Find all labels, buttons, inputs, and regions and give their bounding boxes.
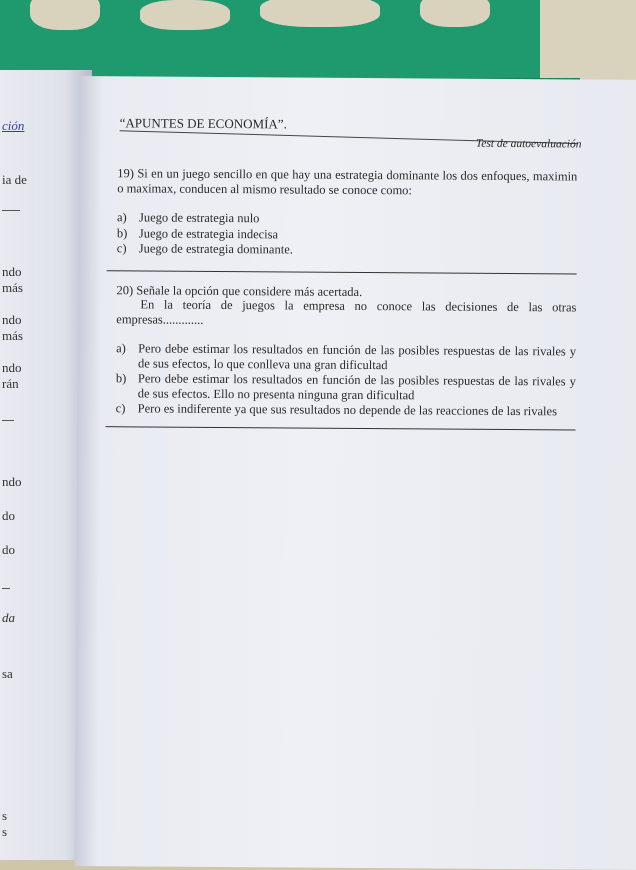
question-20: [116, 283, 577, 419]
question-statement: Señale la opción que considere más acertada.: [136, 282, 363, 299]
question-number: 20): [116, 282, 134, 297]
right-page: [74, 76, 636, 870]
left-fragment: ndo: [2, 264, 22, 279]
left-fragment: rán: [2, 376, 19, 391]
left-dash: [2, 588, 10, 589]
option-text: Juego de estrategia indecisa: [138, 225, 279, 241]
option-b: [116, 371, 576, 403]
option-text: Juego de estrategia dominante.: [138, 241, 293, 257]
left-dash: [2, 420, 14, 421]
left-fragment: ndo: [2, 312, 22, 327]
left-fragment: ción: [2, 118, 25, 133]
question-separator: [107, 270, 577, 274]
question-statement: Si en un juego sencillo en que hay una estrategia dominante los dos enfoques, maximin o maximax, conducen al mismo resultado se conoce como:: [117, 166, 578, 197]
question-separator: [106, 426, 576, 430]
left-fragment: s: [2, 808, 8, 823]
page-header: [108, 115, 582, 151]
left-fragment: da: [2, 610, 15, 625]
page-content: [105, 115, 582, 442]
section-title: Test de autoevaluación: [475, 137, 582, 151]
option-letter: a): [116, 210, 127, 225]
question-20-statement: En la teoría de juegos la empresa no conoce las decisiones de las otras empresas.............: [116, 297, 577, 327]
option-text: Pero es indiferente ya que sus resultados no depende de las reacciones de las rivales: [137, 401, 558, 419]
option-letter: c): [115, 401, 126, 416]
left-fragment: sa: [2, 666, 13, 681]
option-text: Pero debe estimar los resultados en función de las posibles respuestas de las rivales y de sus efectos, lo que conlleva una gran dificultad: [137, 341, 577, 372]
question-19-text: [117, 166, 577, 198]
option-letter: b): [115, 371, 127, 386]
left-fragment: do: [2, 542, 15, 557]
option-a: [116, 341, 576, 373]
option-text: Pero debe estimar los resultados en función de las posibles respuestas de las rivales y de sus efectos. Ello no presenta ninguna gran dificultad: [137, 371, 576, 402]
left-fragment: ndo: [2, 360, 22, 375]
left-fragment: más: [2, 328, 23, 343]
question-number: 19): [117, 166, 135, 181]
option-c: [116, 401, 576, 419]
left-fragment: ndo: [2, 474, 22, 489]
option-letter: b): [116, 225, 128, 240]
left-fragment: s: [2, 824, 8, 839]
felt-cutout: [540, 0, 636, 80]
felt-cutout: [30, 0, 100, 30]
left-fragment: más: [2, 280, 23, 295]
felt-cutout: [260, 0, 380, 27]
option-letter: c): [116, 241, 127, 256]
left-fragment: ia de: [2, 172, 27, 187]
option-c: [117, 241, 577, 259]
option-text: Juego de estrategia nulo: [138, 210, 260, 226]
option-letter: a): [116, 341, 126, 356]
book-title: “APUNTES DE ECONOMÍA”.: [119, 115, 287, 132]
felt-cutout: [420, 0, 490, 27]
felt-cutout: [140, 0, 230, 30]
question-19: [117, 166, 578, 259]
left-fragment: do: [2, 508, 15, 523]
left-dash: [2, 210, 20, 211]
